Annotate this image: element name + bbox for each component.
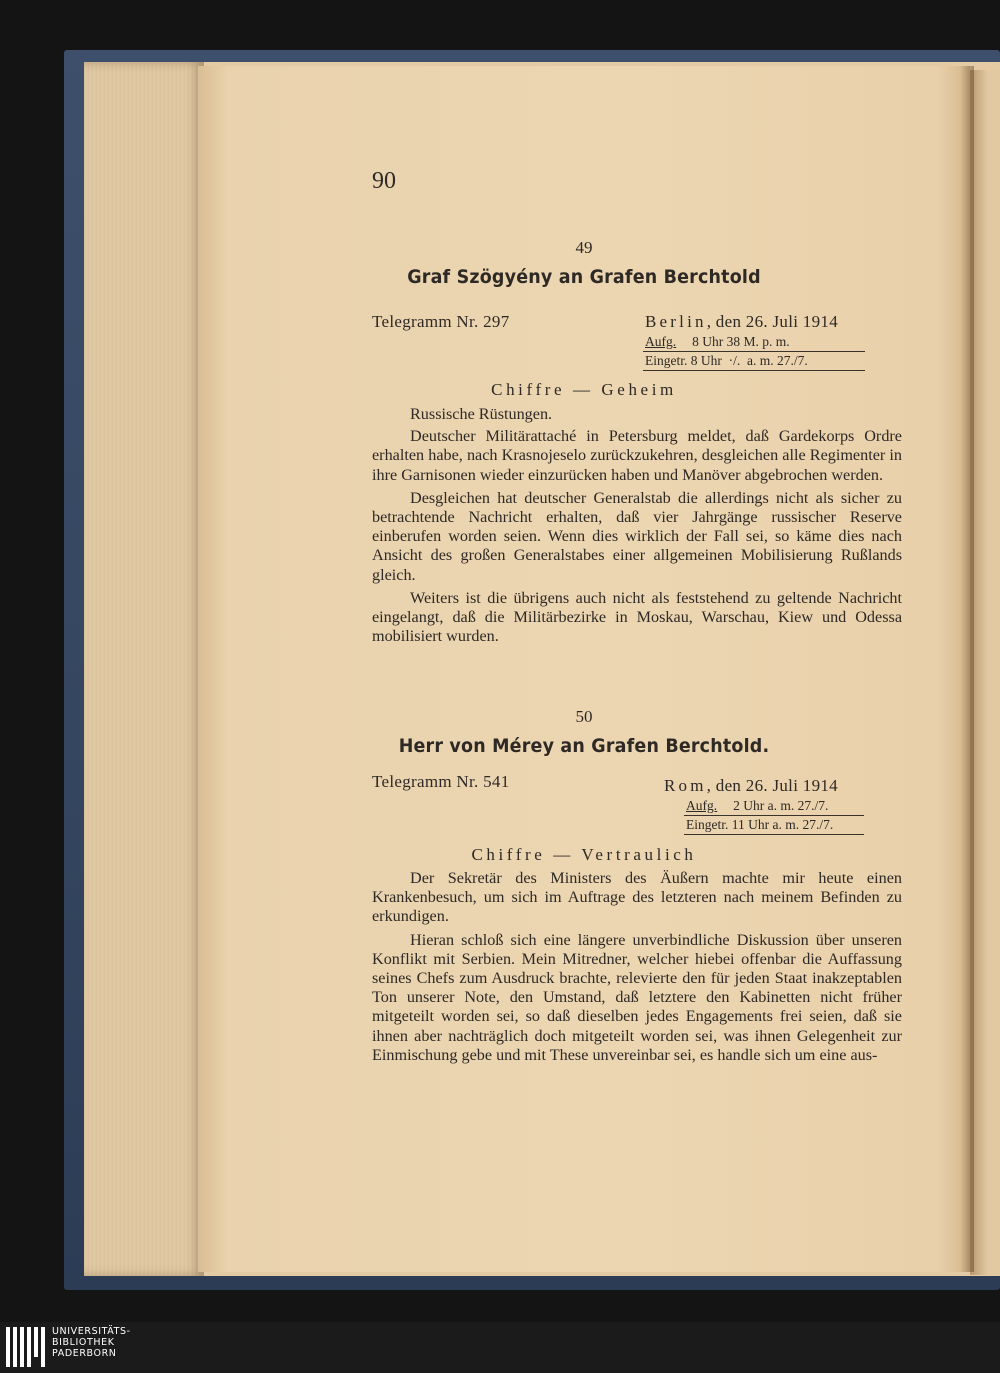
paragraph: Deutscher Militärattaché in Petersburg meldet, daß Gardekorps Ordre erhalten habe, nach Krasnojeselo zurückzukehren, desgleichen alle Regimenter in ihre Garnisonen wieder einzurücken haben und Manöver abgebrochen werden. bbox=[372, 427, 902, 484]
paragraph: Weiters ist die übrigens auch nicht als feststehend zu geltende Nachricht eingelangt, daß die Militärbezirke in Moskau, Warschau, Kiew und Odessa mobilisiert wurden. bbox=[372, 588, 902, 646]
eingetr-label-49: Eingetr. bbox=[645, 353, 688, 368]
document-50-body bbox=[372, 869, 902, 1065]
place-50: Rom bbox=[664, 776, 707, 795]
logo-line: UNIVERSITÄTS- bbox=[52, 1326, 131, 1337]
paragraph: Hieran schloß sich eine längere unverbindliche Diskussion über unseren Konflikt mit Serbien. Mein Mitredner, welcher hiebei offenbar die Auffassung seines Chefs zum Ausdruck brachte, relevierte den für jeden Staat inakzeptablen Ton unserer Note, den Umstand, daß letztere den Kabinetten nicht früher mitgeteilt worden sei, so daß dieselben jedes Engagements frei seien, daß sie ihnen aber nachträglich doch mitgeteilt worden sei, was ihnen Gelegenheit zur Einmischung gebe und mit These unvereinbar sei, es handle sich um eine aus- bbox=[372, 930, 902, 1064]
rule-49 bbox=[643, 351, 865, 352]
rule-50b bbox=[684, 834, 864, 835]
logo-line: PADERBORN bbox=[52, 1348, 117, 1359]
place-49: Berlin bbox=[645, 312, 707, 331]
aufg-value-50: 2 Uhr a. m. 27./7. bbox=[733, 798, 829, 813]
logo-line: BIBLIOTHEK bbox=[52, 1337, 115, 1348]
cipher-note-49: Chiffre — Geheim bbox=[491, 380, 677, 399]
aufg-value-49: 8 Uhr 38 M. p. m. bbox=[692, 334, 790, 349]
document-49-body bbox=[372, 405, 902, 646]
date-49: , den 26. Juli 1914 bbox=[706, 312, 839, 331]
document-50-title: Herr von Mérey an Grafen Berchtold. bbox=[398, 735, 770, 757]
dispatch-time-50 bbox=[686, 798, 828, 814]
rule-49b bbox=[643, 370, 865, 371]
document-number-49: 49 bbox=[575, 238, 593, 257]
paragraph: Desgleichen hat deutscher Generalstab die allerdings nicht als sicher zu betrachtende Nachricht erhalten, daß vier Jahrgänge russischer Reserve einberufen worden seien. Wenn dies wirklich der Fall sei, so käme dies nach Ansicht des großen Generalstabes einer allgemeinen Mobilisierung Rußlands gleich. bbox=[372, 488, 902, 584]
dateline-50 bbox=[664, 776, 838, 796]
rule-50 bbox=[684, 815, 864, 816]
page-number: 90 bbox=[372, 168, 396, 194]
footer-bar bbox=[0, 1322, 1000, 1373]
telegram-number-50: Telegramm Nr. 541 bbox=[372, 772, 510, 791]
eingetr-value-50: 11 Uhr a. m. 27./7. bbox=[731, 817, 834, 832]
aufg-label-50: Aufg. bbox=[686, 798, 718, 813]
aufg-label-49: Aufg. bbox=[645, 334, 677, 349]
eingetr-value-49: 8 Uhr ·/. a. m. 27./7. bbox=[690, 353, 808, 368]
document-49-title: Graf Szögyény an Grafen Berchtold bbox=[407, 266, 761, 288]
facing-page-edge bbox=[970, 70, 1000, 1275]
receipt-time-49 bbox=[645, 353, 808, 369]
library-logo-text bbox=[52, 1326, 131, 1359]
page-edges bbox=[84, 62, 204, 1276]
paragraph: Der Sekretär des Ministers des Äußern machte mir heute einen Krankenbesuch, um sich im Auftrage des letzteren nach meinem Befinden zu erkundigen. bbox=[372, 869, 902, 926]
library-logo-icon bbox=[6, 1327, 45, 1367]
eingetr-label-50: Eingetr. bbox=[686, 817, 729, 832]
telegram-number-49: Telegramm Nr. 297 bbox=[372, 312, 510, 331]
dateline-49 bbox=[645, 312, 838, 332]
paragraph: Russische Rüstungen. bbox=[410, 405, 553, 423]
document-number-50: 50 bbox=[575, 707, 593, 726]
receipt-time-50 bbox=[686, 817, 833, 833]
date-50: , den 26. Juli 1914 bbox=[706, 776, 838, 795]
dispatch-time-49 bbox=[645, 334, 790, 350]
cipher-note-50: Chiffre — Vertraulich bbox=[471, 845, 697, 864]
